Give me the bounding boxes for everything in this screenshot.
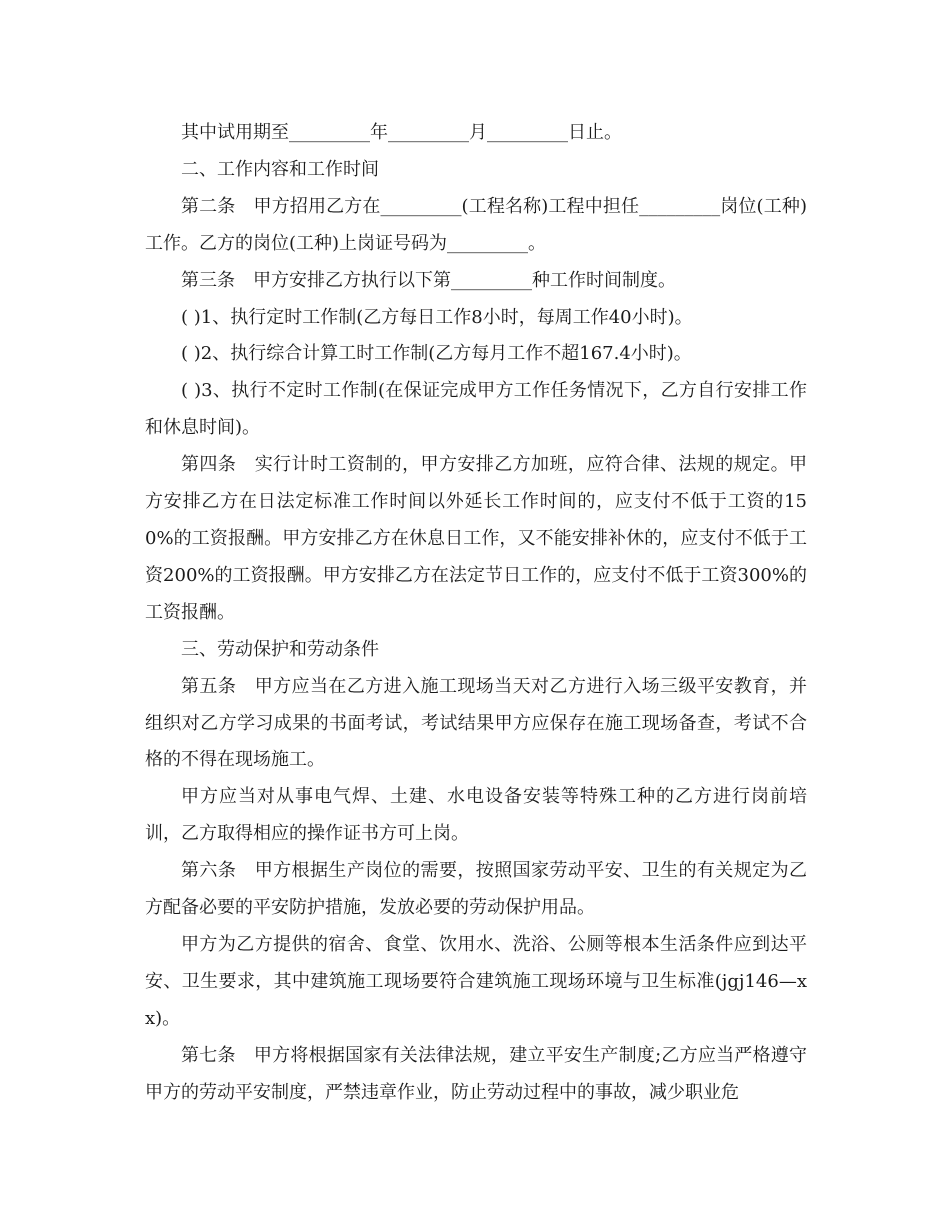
article-7: 第七条 甲方将根据国家有关法律法规，建立平安生产制度;乙方应当严格遵守甲方的劳动平安制度，严禁违章作业，防止劳动过程中的事故，减少职业危: [145, 1044, 807, 1103]
document-body: [145, 115, 807, 1111]
article-2: 第二条 甲方招用乙方在_________(工程名称)工程中担任_________岗位(工种)工作。乙方的岗位(工种)上岗证号码为_________。: [145, 195, 807, 254]
article-4: 第四条 实行计时工资制的，甲方安排乙方加班，应符合律、法规的规定。甲方安排乙方在日法定标准工作时间以外延长工作时间的，应支付不低于工资的150%的工资报酬。甲方安排乙方在休息日工作，又不能安排补休的，应支付不低于工资200%的工资报酬。甲方安排乙方在法定节日工作的，应支付不低于工资300%的工资报酬。: [145, 454, 807, 623]
section-heading-labor-protection: 三、劳动保护和劳动条件: [181, 638, 379, 660]
article-5: 第五条 甲方应当在乙方进入施工现场当天对乙方进行入场三级平安教育，并组织对乙方学习成果的书面考试，考试结果甲方应保存在施工现场备查，考试不合格的不得在现场施工。: [145, 675, 807, 771]
article-5-special-trades: 甲方应当对从事电气焊、土建、水电设备安装等特殊工种的乙方进行岗前培训，乙方取得相应的操作证书方可上岗。: [145, 786, 807, 845]
article-3: 第三条 甲方安排乙方执行以下第_________种工作时间制度。: [181, 269, 676, 291]
paragraph-probation-period: 其中试用期至_________年_________月_________日止。: [181, 122, 622, 143]
section-heading-work-content-and-hours: 二、工作内容和工作时间: [181, 158, 379, 180]
option-1-standard-hours: ( )1、执行定时工作制(乙方每日工作8小时，每周工作40小时)。: [181, 306, 693, 328]
option-3-flexible-hours: ( )3、执行不定时工作制(在保证完成甲方工作任务情况下，乙方自行安排工作和休息时间)。: [145, 380, 807, 439]
option-2-comprehensive-hours: ( )2、执行综合计算工时工作制(乙方每月工作不超167.4小时)。: [181, 343, 692, 365]
article-6: 第六条 甲方根据生产岗位的需要，按照国家劳动平安、卫生的有关规定为乙方配备必要的平安防护措施，发放必要的劳动保护用品。: [145, 860, 807, 919]
article-6-living-conditions: 甲方为乙方提供的宿舍、食堂、饮用水、洗浴、公厕等根本生活条件应到达平安、卫生要求，其中建筑施工现场要符合建筑施工现场环境与卫生标准(jgj146—xx)。: [145, 933, 807, 1029]
